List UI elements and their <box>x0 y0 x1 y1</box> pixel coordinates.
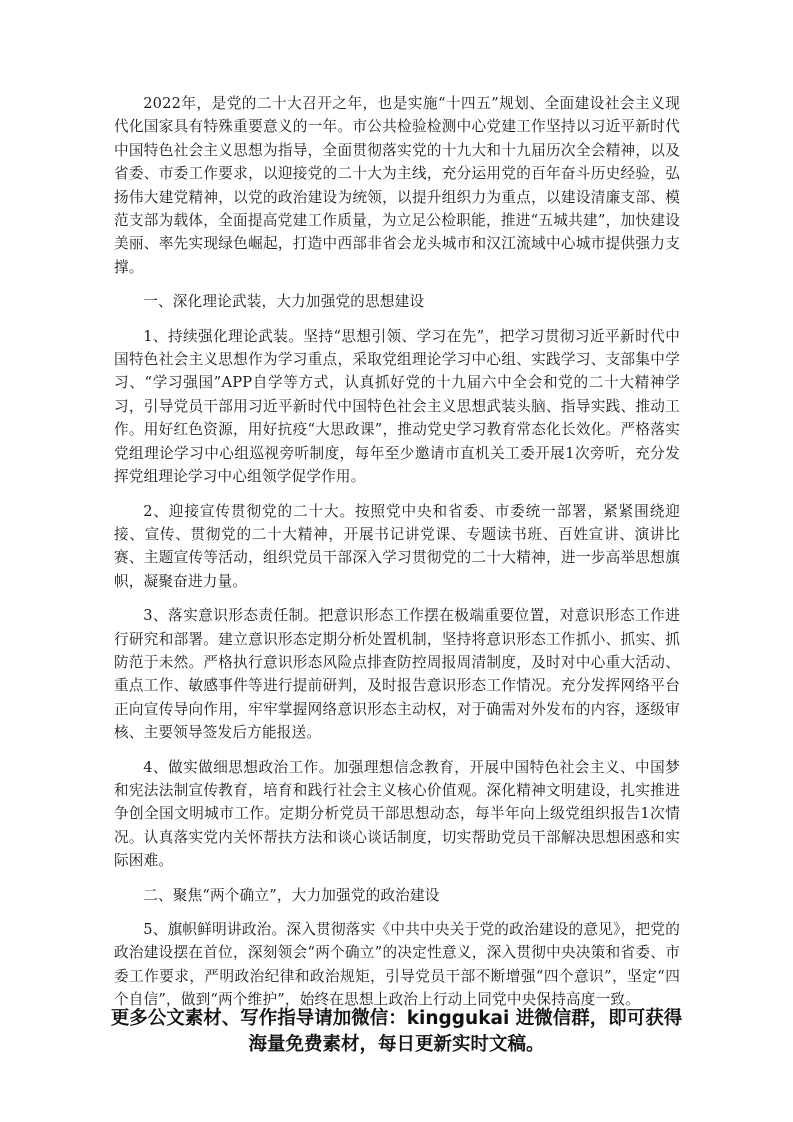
item-theory-study-paragraph: 1、持续强化理论武装。坚持“思想引领、学习在先”，把学习贯彻习近平新时代中国特色社会主义思想作为学习重点，采取党组理论学习中心组、实践学习、支部集中学习、“学习强国”APP自学等方式，认真抓好党的十九届六中全会和党的二十大精神学习，引导党员干部用习近平新时代中国特色社会主义思想武装头脑、指导实践、推动工作。用好红色资源，用好抗疫“大思政课”，推动党史学习教育常态化长效化。严格落实党组理论学习中心组巡视旁听制度，每年至少邀请市直机关工委开展1次旁听，充分发挥党组理论学习中心组领学促学作用。 <box>114 327 680 486</box>
item-political-work-paragraph: 4、做实做细思想政治工作。加强理想信念教育，开展中国特色社会主义、中国梦和宪法法制宣传教育，培育和践行社会主义核心价值观。深化精神文明建设，扎实推进争创全国文明城市工作。定期分析党员干部思想动态，每半年向上级党组织报告1次情况。认真落实党内关怀帮扶方法和谈心谈话制度，切实帮助党员干部解决思想困惑和实际困难。 <box>114 758 680 870</box>
document-body <box>114 92 680 1012</box>
promo-footer <box>100 1006 693 1058</box>
section-heading-political-building: 二、聚焦“两个确立”，大力加强党的政治建设 <box>143 886 440 904</box>
promo-footer-line-1: 更多公文素材、写作指导请加微信：kinggukai 进微信群，即可获得 <box>110 1008 683 1029</box>
item-ideology-responsibility-paragraph: 3、落实意识形态责任制。把意识形态工作摆在极端重要位置，对意识形态工作进行研究和部署。建立意识形态定期分析处置机制，坚持将意识形态工作抓小、抓实、抓防范于未然。严格执行意识形态风险点排查防控周报周清制度，及时对中心重大活动、重点工作、敏感事件等进行提前研判，及时报告意识形态工作情况。充分发挥网络平台正向宣传导向作用，牢牢掌握网络意识形态主动权，对于确需对外发布的内容，逐级审核、主要领导签发后方能报送。 <box>114 607 680 742</box>
intro-paragraph: 2022年，是党的二十大召开之年，也是实施“十四五”规划、全面建设社会主义现代化国家具有特殊重要意义的一年。市公共检验检测中心党建工作坚持以习近平新时代中国特色社会主义思想为指导，全面贯彻落实党的十九大和十九届历次全会精神，以及省委、市委工作要求，以迎接党的二十大为主线，充分运用党的百年奋斗历史经验，弘扬伟大建党精神，以党的政治建设为统领，以提升组织力为重点，以建设清廉支部、模范支部为载体，全面提高党建工作质量，为立足公检职能，推进“五城共建”，加快建设美丽、率先实现绿色崛起，打造中西部非省会龙头城市和汉江流域中心城市提供强力支撑。 <box>114 95 680 276</box>
promo-footer-line-2: 海量免费素材，每日更新实时文稿。 <box>248 1034 545 1055</box>
section-heading-thought-building: 一、深化理论武装，大力加强党的思想建设 <box>143 293 425 311</box>
item-twentieth-congress-paragraph: 2、迎接宣传贯彻党的二十大。按照党中央和省委、市委统一部署，紧紧围绕迎接、宣传、贯彻党的二十大精神，开展书记讲党课、专题读书班、百姓宣讲、演讲比赛、主题宣传等活动，组织党员干部深入学习贯彻党的二十大精神，进一步高举思想旗帜，凝聚奋进力量。 <box>114 502 680 590</box>
item-politics-paragraph: 5、旗帜鲜明讲政治。深入贯彻落实《中共中央关于党的政治建设的意见》，把党的政治建设摆在首位，深刻领会“两个确立”的决定性意义，深入贯彻中央决策和省委、市委工作要求，严明政治纪律和政治规矩，引导党员干部不断增强“四个意识”，坚定“四个自信”，做到“两个维护”，始终在思想上政治上行动上同党中央保持高度一致。 <box>114 921 680 1009</box>
